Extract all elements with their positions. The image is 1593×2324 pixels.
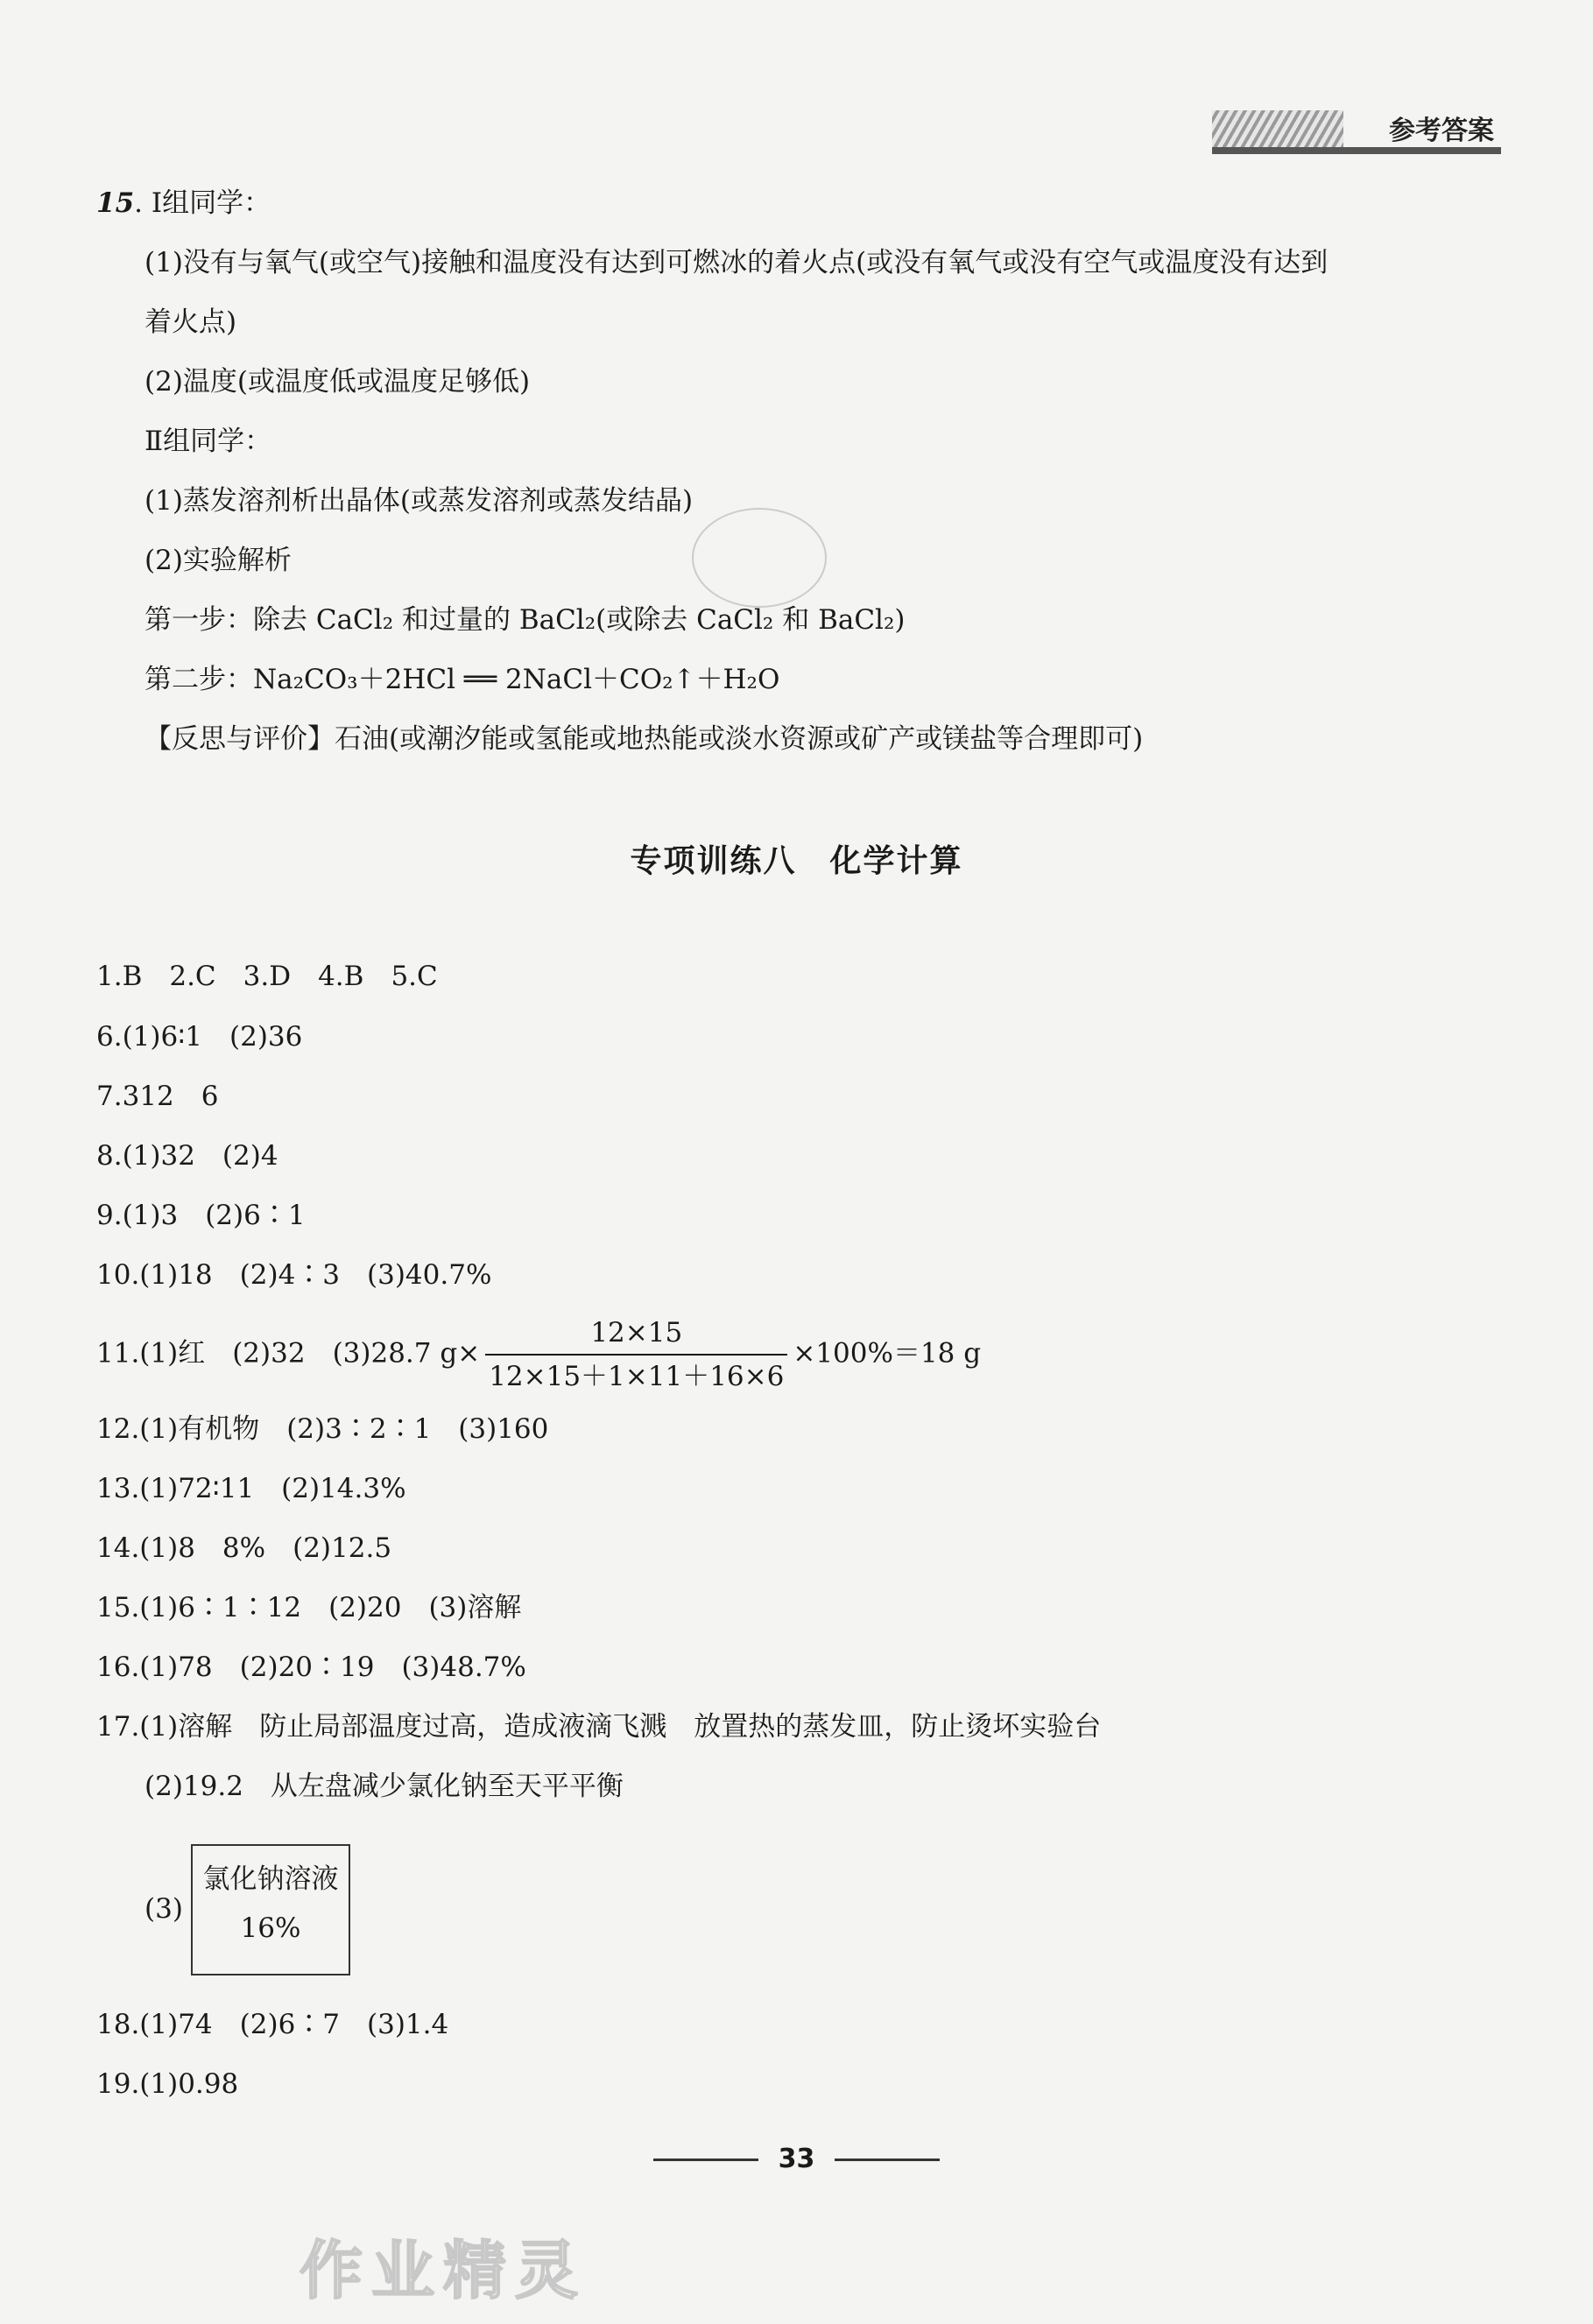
answer-10: 10.(1)18 (2)4∶3 (3)40.7% xyxy=(96,1259,492,1291)
answer-11: 11.(1)红 (2)32 (3)28.7 g× $\frac{12\times 15}{12\times 15+1\times 11+16\times 6}$ ×100%＝18 g xyxy=(96,1313,981,1396)
q15-group2: Ⅱ组同学： xyxy=(144,426,272,457)
footer-deco-right xyxy=(835,2159,940,2161)
section-title: 专项训练八 化学计算 xyxy=(630,843,963,879)
q15-step1: 第一步：除去 CaCl₂ 和过量的 BaCl₂(或除去 CaCl₂ 和 BaCl₂) xyxy=(144,604,906,636)
answer-17-1: 17.(1)溶解 防止局部温度过高，造成液滴飞溅 放置热的蒸发皿，防止烫坏实验台 xyxy=(96,1711,1102,1743)
answer-18: 18.(1)74 (2)6∶7 (3)1.4 xyxy=(96,2009,449,2040)
q15-reflect: 【反思与评价】石油(或潮汐能或氢能或地热能或淡水资源或矿产或镁盐等合理即可) xyxy=(144,723,1144,755)
answer-17-3: (3) xyxy=(144,1893,183,1925)
answer-12: 12.(1)有机物 (2)3∶2∶1 (3)160 xyxy=(96,1413,549,1445)
answer-1-5: 1.B 2.C 3.D 4.B 5.C xyxy=(96,961,438,992)
answer-16: 16.(1)78 (2)20∶19 (3)48.7% xyxy=(96,1651,526,1683)
answer-14: 14.(1)8 8% (2)12.5 xyxy=(96,1532,392,1564)
q15-line4: (2)实验解析 xyxy=(144,545,292,576)
header-bar xyxy=(1212,147,1501,154)
answer-13: 13.(1)72∶11 (2)14.3% xyxy=(96,1473,406,1504)
label-line2: 16% xyxy=(240,1912,301,1944)
header-tab xyxy=(1212,105,1501,154)
q15-line3: (1)蒸发溶剂析出晶体(或蒸发溶剂或蒸发结晶) xyxy=(144,485,694,517)
page-number: 33 xyxy=(778,2144,815,2174)
answer-7: 7.312 6 xyxy=(96,1081,219,1112)
answer-8: 8.(1)32 (2)4 xyxy=(96,1140,278,1172)
reagent-label-box xyxy=(191,1844,350,1975)
answer-15: 15.(1)6∶1∶12 (2)20 (3)溶解 xyxy=(96,1592,522,1623)
fraction: $\frac{12\times 15}{12\times 15+1\times 11+16\times 6}$ xyxy=(485,1313,787,1396)
answer-17-2: (2)19.2 从左盘减少氯化钠至天平平衡 xyxy=(144,1771,624,1802)
q15-step2: 第二步：Na₂CO₃＋2HCl ══ 2NaCl＋CO₂↑＋H₂O xyxy=(144,664,780,695)
q15-line1b: 着火点) xyxy=(144,306,237,338)
header-label: 参考答案 xyxy=(1389,116,1494,146)
watermark: 作业精灵 xyxy=(300,2234,588,2307)
footer-deco-left xyxy=(653,2159,758,2161)
answer-9: 9.(1)3 (2)6∶1 xyxy=(96,1200,306,1231)
answer-6: 6.(1)6∶1 (2)36 xyxy=(96,1021,303,1053)
header-stripe xyxy=(1212,110,1343,149)
label-line1: 氯化钠溶液 xyxy=(202,1863,339,1895)
page-footer xyxy=(0,2144,1593,2174)
faint-stamp xyxy=(692,508,827,608)
q15-title: 15. Ⅰ组同学： xyxy=(96,187,271,219)
q15-line1: (1)没有与氧气(或空气)接触和温度没有达到可燃冰的着火点(或没有氧气或没有空气或温度没有达到 xyxy=(144,247,1329,278)
answer-19: 19.(1)0.98 xyxy=(96,2068,239,2100)
q15-line2: (2)温度(或温度低或温度足够低) xyxy=(144,366,531,398)
